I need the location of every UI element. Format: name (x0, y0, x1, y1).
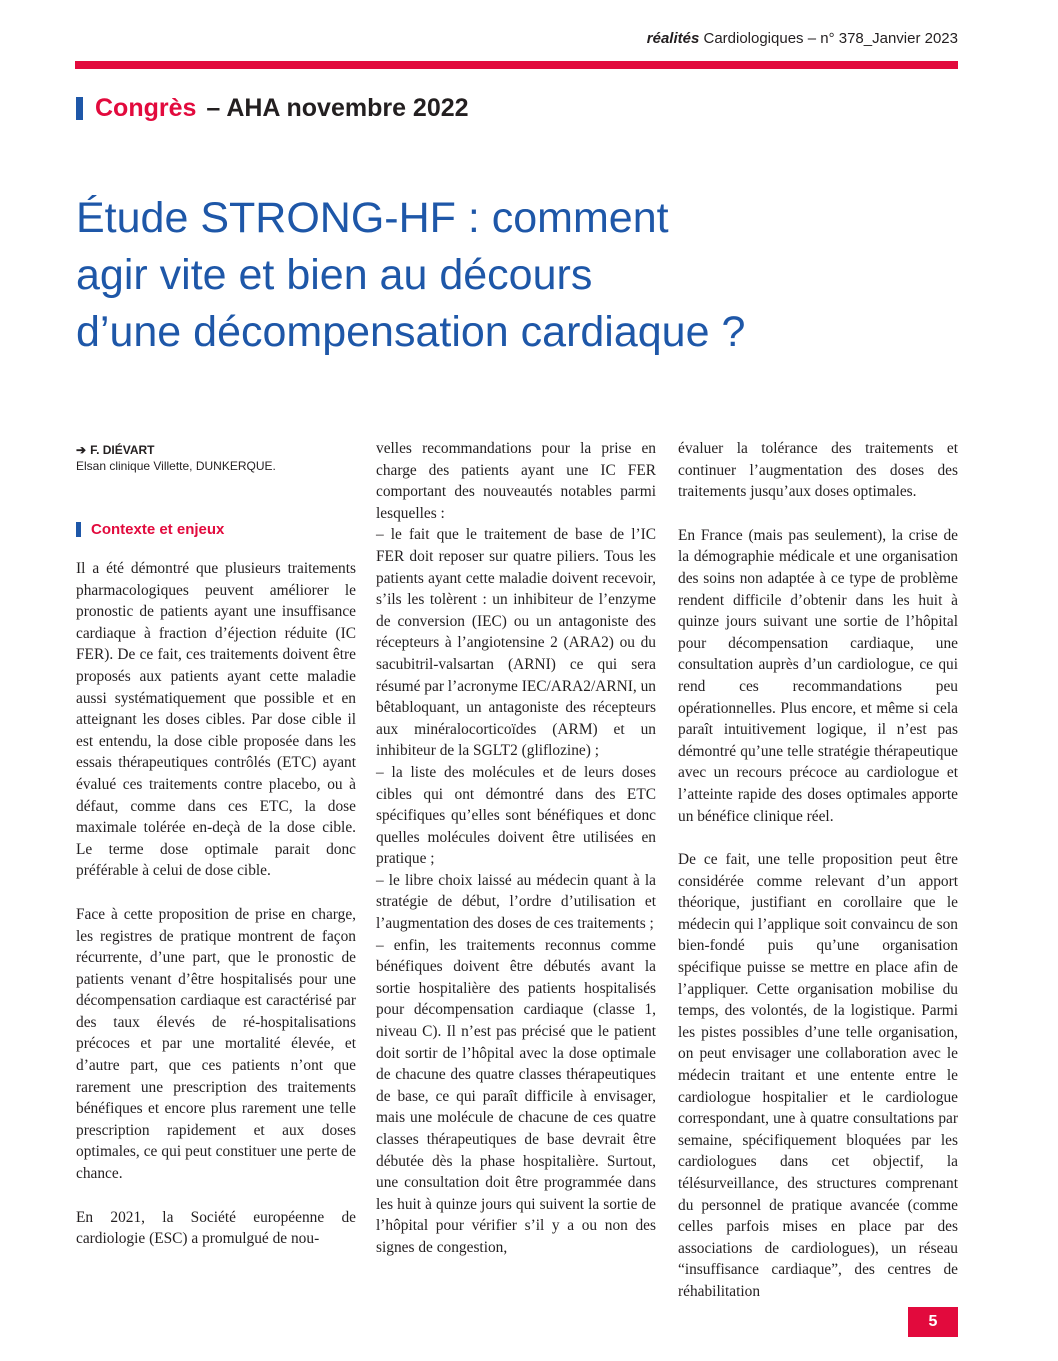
paragraph: En 2021, la Société européenne de cardiologie (ESC) a promulgué de nou- (76, 1208, 356, 1248)
paragraph: Face à cette proposition de prise en charge, les registres de pratique montrent de façon récurrente, d’une part, que le pronostic de patients venant d’être hospitalisés pour une décompensation cardiaque est caractérisé par des taux élevés de ré-hospitalisations précoces et par une mortalité élevée, et d’autre part, que ces patients n’ont que rarement une prescription des traitements bénéfiques et encore plus rarement une telle prescription rapidement et aux doses optimales, ce qui peut constituer une perte de chance. (76, 905, 356, 1183)
author-affiliation: Elsan clinique Villette, DUNKERQUE. (76, 459, 276, 473)
list-item: – le libre choix laissé au médecin quant à la stratégie de début, l’ordre d’utilisation et l’augmentation des doses de ces traitements ; (376, 871, 656, 933)
arrow-icon: ➔ (76, 443, 87, 457)
title-line: Étude STRONG-HF : comment (76, 194, 669, 242)
section-name: Congrès (95, 94, 197, 122)
article-title (76, 190, 956, 361)
author-name: F. DIÉVART (90, 443, 155, 457)
subsection-title: Contexte et enjeux (91, 521, 225, 538)
journal-brand: réalités (646, 30, 700, 47)
paragraph: Il a été démontré que plusieurs traitements pharmacologiques peuvent améliorer le pronostic de patients ayant une insuffisance cardiaque à fraction d’éjection réduite (IC FER). De ce fait, ces traitements doivent être proposés aux patients ayant cette maladie aussi systématiquement que possible et en atteignant les doses cibles. Par dose cible il est entendu, la dose cible proposée dans les essais thérapeutiques contrôlés (ETC) ayant évalué ces traitements contre placebo, ou à défaut, comme dans ces ETC, la dose maximale tolérée en-deçà de la dose cible. Le terme dose optimale parait donc préférable à celui de dose cible. (76, 560, 356, 880)
section-subtitle: – AHA novembre 2022 (206, 94, 469, 122)
title-line: d’une décompensation cardiaque ? (76, 308, 746, 356)
section-banner (76, 94, 469, 123)
title-line: agir vite et bien au décours (76, 251, 593, 299)
subsection-heading (76, 521, 224, 538)
paragraph: évaluer la tolérance des traitements et continuer l’augmentation des doses des traitements jusqu’aux doses optimales. (678, 440, 958, 501)
column-1 (76, 558, 356, 1250)
page-number: 5 (908, 1307, 958, 1337)
header-rule (75, 61, 958, 69)
list-item: – enfin, les traitements reconnus comme bénéfiques doivent être débutés avant la sortie hospitalière des patients hospitalisés pour décompensation cardiaque (classe 1, niveau C). Il n’est pas précisé que le patient doit sortir de l’hôpital avec la dose optimale de chacune des quatre classes thérapeutiques de base, ce qui paraît difficile à envisager, mais une molécule de chacune de ces quatre classes thérapeutiques de base devrait être débutée dès la phase hospitalière. Surtout, une consultation doit être programmée dans les huit à quinze jours qui suivent la sortie de l’hôpital pour vérifier s’il y a ou non des signes de congestion, (376, 936, 656, 1256)
list-item: – le fait que le traitement de base de l’IC FER doit reposer sur quatre piliers. Tous les patients ayant cette maladie doivent recevoir, s’ils les tolèrent : un inhibiteur de l’enzyme de conversion (IEC) ou un antagoniste des récepteurs à l’angiotensine 2 (ARA2) ou du sacubitril-valsartan (ARNI) ce qui sera résumé par l’acronyme IEC/ARA2/ARNI, un bêtabloquant, un antagoniste des récepteurs aux minéralocorticoïdes (ARM) et un inhibiteur de la SGLT2 (gliflozine) ; (376, 526, 656, 760)
section-marker (76, 97, 83, 120)
column-3 (678, 438, 958, 1303)
author-block (76, 442, 276, 474)
subsection-marker (76, 522, 81, 537)
paragraph: velles recommandations pour la prise en charge des patients ayant une IC FER comportant des nouveautés notables parmi lesquelles : (376, 440, 656, 522)
paragraph: De ce fait, une telle proposition peut être considérée comme relevant d’un apport théorique, justifiant en corollaire que le médecin qui l’applique soit convaincu de son bien-fondé puis qu’une organisation spécifique puisse se mettre en place afin de l’appliquer. Cette organisation mobilise du temps, des volontés, de la logistique. Parmi les pistes possibles d’une telle organisation, on peut envisager une collaboration avec le médecin traitant et une entente entre le cardiologue hospitalier et le cardiologue correspondant, une à quatre consultations par semaine, spécifiquement bloquées par les cardiologues dans cet objectif, la télésurveillance, des structures comprenant du personnel de pratique avancée (comme celles parfois mises en place par des associations de cardiologues), un réseau “insuffisance cardiaque”, des centres de réhabilitation (678, 851, 958, 1300)
list-item: – la liste des molécules et de leurs doses cibles qui ont démontré dans des ETC spécifiques qu’elles sont bénéfiques et donc quelles molécules doivent être utilisées en pratique ; (376, 763, 656, 868)
column-2 (376, 438, 656, 1259)
running-header (647, 30, 958, 47)
issue-info: Cardiologiques – n° 378_Janvier 2023 (699, 30, 958, 47)
paragraph: En France (mais pas seulement), la crise de la démographie médicale et une organisation des soins non adaptée à ce type de problème rendent difficile d’obtenir dans les huit à quinze jours suivant une sortie de l’hôpital pour décompensation cardiaque, une consultation auprès d’un cardiologue, ce qui rend ces recommandations peu opérationnelles. Plus encore, et même si cela paraît intuitivement logique, il n’est pas démontré qu’une telle stratégie thérapeutique avec un recours précoce au cardiologue et l’atteinte rapide des doses optimales apporte un bénéfice clinique réel. (678, 526, 958, 825)
